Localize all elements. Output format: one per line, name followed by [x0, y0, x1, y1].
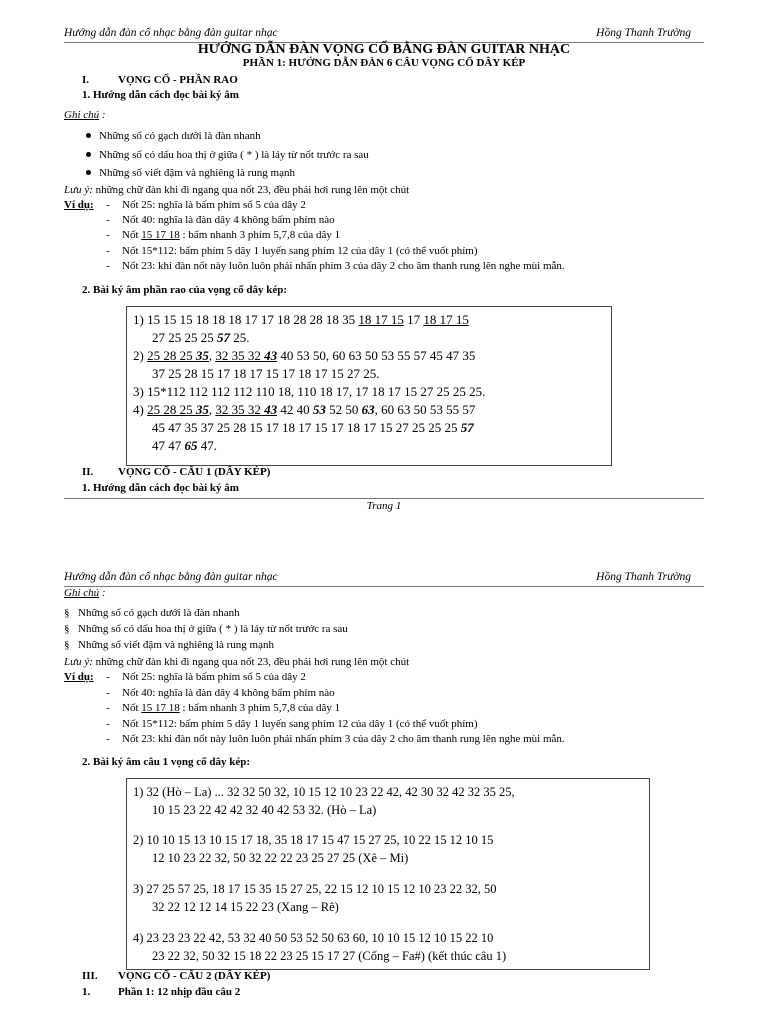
example-dash: -	[106, 671, 110, 683]
notes-fast: 18 17 15	[358, 312, 404, 327]
example-3-post: : bấm nhanh 3 phím 5,7,8 của dây 1	[179, 229, 341, 241]
notes-text: 45 47 35 37 25 28 15 17 18 17 15 17 18 17 15 27 25 25 25	[152, 420, 461, 435]
notes-strong: 57	[460, 420, 474, 435]
example-dash: -	[106, 702, 110, 714]
notation-box-1	[126, 306, 612, 466]
section-1-number: I.	[82, 74, 90, 86]
bullet-item	[86, 165, 295, 181]
note-colon: :	[99, 587, 106, 599]
box2-line: 10 15 23 22 42 42 32 40 42 53 32. (Hò – La)	[152, 803, 377, 817]
caution-text: những chữ đàn khi đi ngang qua nốt 23, đều phải hơi rung lên một chút	[92, 184, 410, 196]
example-5: Nốt 23: khi đàn nốt này luôn luôn phải nhấn phím 3 của dây 2 cho âm thanh rung lên nghe mùi mẫn.	[122, 260, 565, 272]
example-label: Ví dụ:	[64, 199, 94, 211]
section-1-title: VỌNG CỔ - PHẦN RAO	[118, 74, 238, 86]
section-3-number: III.	[82, 970, 98, 982]
example-5: Nốt 23: khi đàn nốt này luôn luôn phải nhấn phím 3 của dây 2 cho âm thanh rung lên nghe mùi mẫn.	[122, 733, 565, 745]
section-mark-icon: §	[64, 607, 70, 619]
example-3	[122, 700, 340, 716]
notes-strong: 57	[217, 330, 230, 345]
page2-sub-2: 2. Bài ký âm câu 1 vọng cổ dây kép:	[82, 756, 251, 768]
box2-line: 1) 32 (Hò – La) ... 32 32 50 32, 10 15 12 10 23 22 42, 42 30 32 42 32 35 25,	[133, 785, 515, 799]
note-heading	[64, 585, 106, 601]
notes-strong: 63	[361, 402, 375, 417]
example-dash: -	[106, 245, 110, 257]
section-1-sub-1: 1. Hướng dẫn cách đọc bài ký âm	[82, 89, 239, 101]
note-heading	[64, 107, 106, 123]
page1-footer-rule	[64, 498, 704, 499]
notes-text: 17	[403, 312, 424, 327]
box1-line	[152, 419, 474, 437]
box1-line	[152, 437, 217, 455]
bullet-text: Những số có dấu hoa thị ở giữa ( * ) là láy từ nốt trước ra sau	[78, 623, 348, 635]
bullet-text: Những số viết đậm và nghiêng là rung mạnh	[99, 167, 295, 179]
notes-fast: 32 35 32	[215, 348, 265, 363]
example-3-underlined: 15 17 18	[141, 702, 180, 714]
notes-text: 47 47	[152, 438, 185, 453]
example-dash: -	[106, 229, 110, 241]
notes-strong: 65	[184, 438, 198, 453]
section-2-title: VỌNG CỔ - CÂU 1 (DÂY KÉP)	[118, 466, 271, 478]
page2-header-left: Hướng dẫn đàn cổ nhạc bằng đàn guitar nhạc	[64, 571, 278, 583]
notes-text: 2)	[133, 348, 148, 363]
page2-header-right: Hồng Thanh Trường	[596, 571, 691, 583]
box1-line	[133, 347, 475, 365]
box1-line: 3) 15*112 112 112 112 110 18, 110 18 17, 17 18 17 15 27 25 25 25.	[133, 384, 486, 399]
example-dash: -	[106, 733, 110, 745]
box2-line: 3) 27 25 57 25, 18 17 15 35 15 27 25, 22 15 12 10 15 12 10 23 22 32, 50	[133, 882, 497, 896]
caution-label: Lưu ý:	[64, 656, 93, 668]
bullet-dot-icon	[86, 152, 91, 157]
example-dash: -	[106, 260, 110, 272]
page1-header-right: Hồng Thanh Trường	[596, 27, 691, 39]
box1-line: 37 25 28 15 17 18 17 15 17 18 17 15 27 25.	[152, 366, 380, 381]
notes-text: 40 53 50, 60 63 50 53 55 57 45 47 35	[277, 348, 476, 363]
bullet-text: Những số có gạch dưới là đàn nhanh	[78, 607, 240, 619]
section-2-number: II.	[82, 466, 94, 478]
bullet-item	[64, 637, 274, 653]
section-3-title: VỌNG CỔ - CÂU 2 (DÂY KÉP)	[118, 970, 271, 982]
notes-fast: 25 28 25	[147, 348, 196, 363]
box1-line	[133, 401, 475, 419]
section-mark-icon: §	[64, 623, 70, 635]
caution-line	[64, 654, 409, 670]
example-2: Nốt 40: nghĩa là đàn dây 4 không bấm phím nào	[122, 214, 335, 226]
bullet-dot-icon	[86, 170, 91, 175]
section-3-sub-title: Phần 1: 12 nhịp đầu câu 2	[118, 986, 241, 998]
example-dash: -	[106, 687, 110, 699]
notes-strong: 43	[264, 402, 278, 417]
box2-line: 12 10 23 22 32, 50 32 22 22 23 25 27 25 (Xê – Mi)	[152, 851, 409, 865]
example-3-post: : bấm nhanh 3 phím 5,7,8 của dây 1	[179, 702, 341, 714]
page1-title: HƯỚNG DẪN ĐÀN VỌNG CỔ BẰNG ĐÀN GUITAR NHẠC	[197, 42, 571, 57]
caution-line	[64, 182, 409, 198]
notation-box-2	[126, 778, 650, 970]
notes-strong: 35	[195, 402, 209, 417]
box1-line	[133, 311, 469, 329]
section-mark-icon: §	[64, 639, 70, 651]
example-3-pre: Nốt	[122, 229, 142, 241]
notes-text: 1) 15 15 15 18 18 18 17 17 18 28 28 18 35	[133, 312, 359, 327]
bullet-text: Những số viết đậm và nghiêng là rung mạnh	[78, 639, 274, 651]
bullet-dot-icon	[86, 133, 91, 138]
example-label: Ví dụ:	[64, 671, 94, 683]
example-4: Nốt 15*112: bấm phím 5 dây 1 luyến sang phím 12 của dây 1 (có thể vuốt phím)	[122, 718, 478, 730]
note-colon: :	[99, 109, 106, 121]
box2-line: 2) 10 10 15 13 10 15 17 18, 35 18 17 15 47 15 27 25, 10 22 15 12 10 15	[133, 833, 494, 847]
example-2: Nốt 40: nghĩa là đàn dây 4 không bấm phím nào	[122, 687, 335, 699]
bullet-item	[64, 621, 348, 637]
notes-text: 52 50	[325, 402, 362, 417]
notes-fast: 25 28 25	[147, 402, 196, 417]
example-1: Nốt 25: nghĩa là bấm phím số 5 của dây 2	[122, 199, 306, 211]
example-dash: -	[106, 214, 110, 226]
section-3-sub-number: 1.	[82, 986, 91, 998]
section-2-sub-1: 1. Hướng dẫn cách đọc bài ký âm	[82, 482, 239, 494]
notes-text: 47.	[197, 438, 217, 453]
page1-footer: Trang 1	[366, 500, 402, 512]
caution-text: những chữ đàn khi đi ngang qua nốt 23, đều phải hơi rung lên một chút	[92, 656, 410, 668]
note-label: Ghi chú	[64, 587, 100, 599]
notes-fast: 32 35 32	[215, 402, 265, 417]
notes-strong: 53	[312, 402, 326, 417]
notes-strong: 35	[195, 348, 209, 363]
bullet-item	[86, 147, 369, 163]
notes-text: 25.	[230, 330, 250, 345]
box2-line: 32 22 12 12 14 15 22 23 (Xang – Rê)	[152, 900, 339, 914]
notes-strong: 43	[264, 348, 278, 363]
example-dash: -	[106, 718, 110, 730]
notes-text: ,	[208, 348, 216, 363]
notes-text: , 60 63 50 53 55 57	[374, 402, 476, 417]
bullet-item	[86, 128, 261, 144]
notes-text: 42 40	[277, 402, 313, 417]
box2-line: 23 22 32, 50 32 15 18 22 23 25 15 17 27 (Cống – Fa#) (kết thúc câu 1)	[152, 949, 507, 963]
notes-fast: 18 17 15	[423, 312, 469, 327]
bullet-text: Những số có gạch dưới là đàn nhanh	[99, 130, 261, 142]
notes-text: 4)	[133, 402, 148, 417]
section-1-sub-2: 2. Bài ký âm phần rao của vọng cổ dây kép:	[82, 284, 288, 296]
page2-header-rule	[64, 586, 704, 587]
example-1: Nốt 25: nghĩa là bấm phím số 5 của dây 2	[122, 671, 306, 683]
notes-text: 27 25 25 25	[152, 330, 217, 345]
note-label: Ghi chú	[64, 109, 100, 121]
example-3-pre: Nốt	[122, 702, 142, 714]
caution-label: Lưu ý:	[64, 184, 93, 196]
bullet-item	[64, 605, 240, 621]
bullet-text: Những số có dấu hoa thị ở giữa ( * ) là láy từ nốt trước ra sau	[99, 149, 369, 161]
example-3	[122, 227, 340, 243]
notes-text: ,	[208, 402, 216, 417]
example-4: Nốt 15*112: bấm phím 5 dây 1 luyến sang phím 12 của dây 1 (có thể vuốt phím)	[122, 245, 478, 257]
box2-line: 4) 23 23 23 22 42, 53 32 40 50 53 52 50 63 60, 10 10 15 12 10 15 22 10	[133, 931, 494, 945]
example-3-underlined: 15 17 18	[141, 229, 180, 241]
example-dash: -	[106, 199, 110, 211]
box1-line	[152, 329, 250, 347]
page1-header-left: Hướng dẫn đàn cổ nhạc bằng đàn guitar nhạc	[64, 27, 278, 39]
page1-subtitle: PHẦN 1: HƯỚNG DẪN ĐÀN 6 CÂU VỌNG CỔ DÂY KÉP	[242, 57, 526, 69]
